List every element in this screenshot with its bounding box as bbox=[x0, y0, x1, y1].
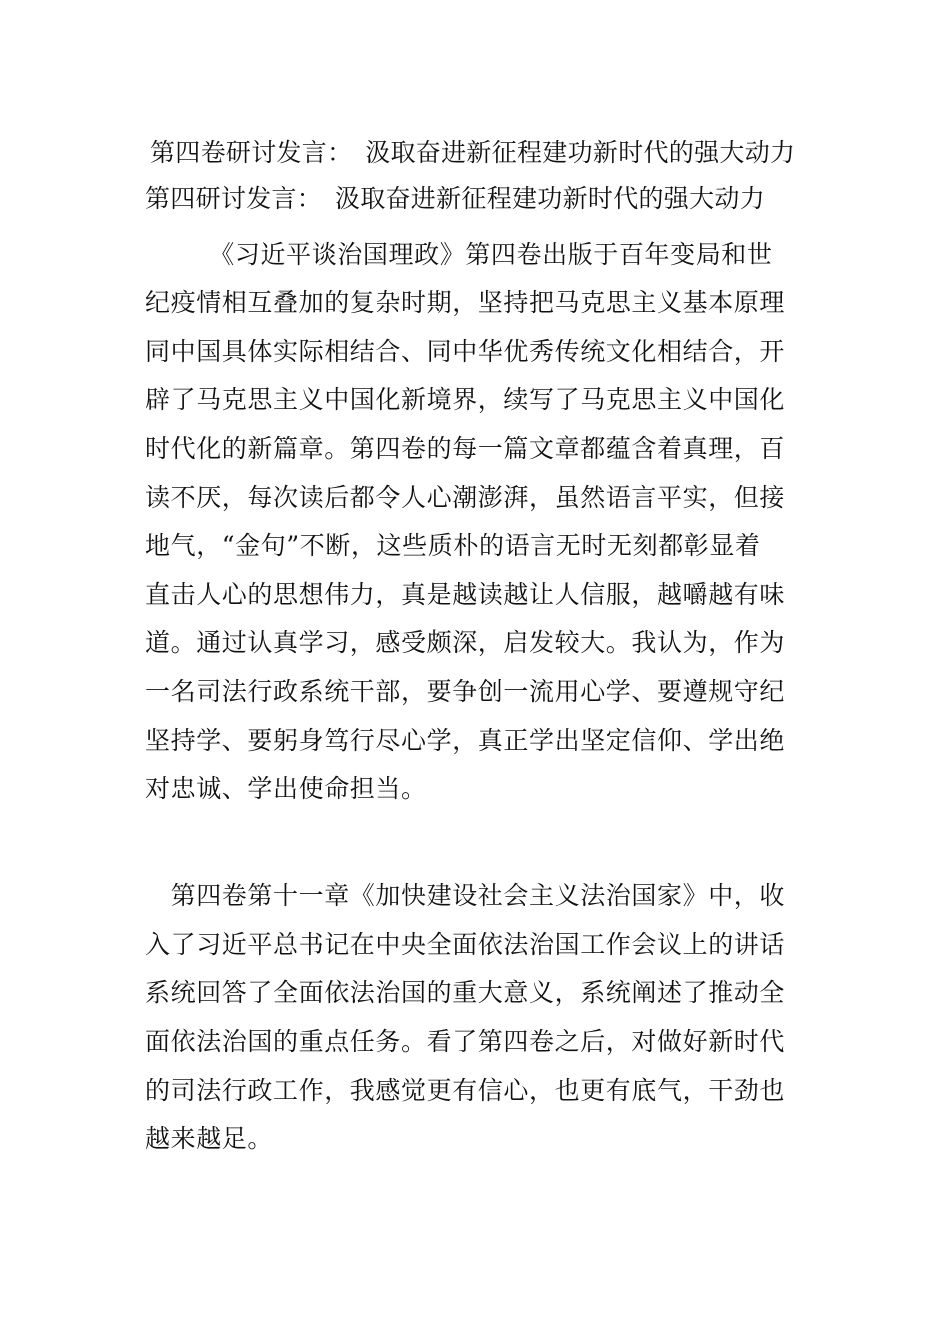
paragraph-1-line: 地气，“金句”不断，这些质朴的语言无时无刻都彰显着 bbox=[145, 531, 761, 560]
paragraph-1-line: 直击人心的思想伟力，真是越读越让人信服，越嚼越有味 bbox=[145, 580, 786, 609]
paragraph-1-line: 同中国具体实际相结合、同中华优秀传统文化相结合，开 bbox=[145, 337, 786, 366]
paragraph-2-line: 的司法行政工作，我感觉更有信心，也更有底气，干劲也 bbox=[145, 1076, 786, 1105]
paragraph-1-line: 《习近平谈治国理政》第四卷出版于百年变局和世 bbox=[145, 240, 773, 269]
paragraph-1-line: 一名司法行政系统干部，要争创一流用心学、要遵规守纪 bbox=[145, 677, 786, 706]
paragraph-2-line: 面依法治国的重点任务。看了第四卷之后，对做好新时代 bbox=[145, 1027, 786, 1056]
document-title-line-2: 第四研讨发言： 汲取奋进新征程建功新时代的强大动力 bbox=[145, 184, 766, 213]
paragraph-1-line: 道。通过认真学习，感受颇深，启发较大。我认为，作为 bbox=[145, 628, 786, 657]
paragraph-1-line: 纪疫情相互叠加的复杂时期，坚持把马克思主义基本原理 bbox=[145, 288, 786, 317]
paragraph-1-line: 辟了马克思主义中国化新境界，续写了马克思主义中国化 bbox=[145, 385, 786, 414]
paragraph-2-line: 入了习近平总书记在中央全面依法治国工作会议上的讲话 bbox=[145, 930, 786, 959]
document-title-line-1: 第四卷研讨发言： 汲取奋进新征程建功新时代的强大动力 bbox=[150, 138, 796, 167]
paragraph-1-line: 坚持学、要躬身笃行尽心学，真正学出坚定信仰、学出绝 bbox=[145, 726, 786, 755]
paragraph-1-line: 读不厌，每次读后都令人心潮澎湃，虽然语言平实，但接 bbox=[145, 483, 786, 512]
paragraph-2-line: 系统回答了全面依法治国的重大意义，系统阐述了推动全 bbox=[145, 978, 786, 1007]
paragraph-2-line: 第四卷第十一章《加快建设社会主义法治国家》中，收 bbox=[145, 881, 786, 910]
paragraph-1-line: 对忠诚、学出使命担当。 bbox=[145, 774, 427, 803]
paragraph-1-line: 时代化的新篇章。第四卷的每一篇文章都蕴含着真理，百 bbox=[145, 434, 786, 463]
paragraph-2-line: 越来越足。 bbox=[145, 1124, 274, 1153]
